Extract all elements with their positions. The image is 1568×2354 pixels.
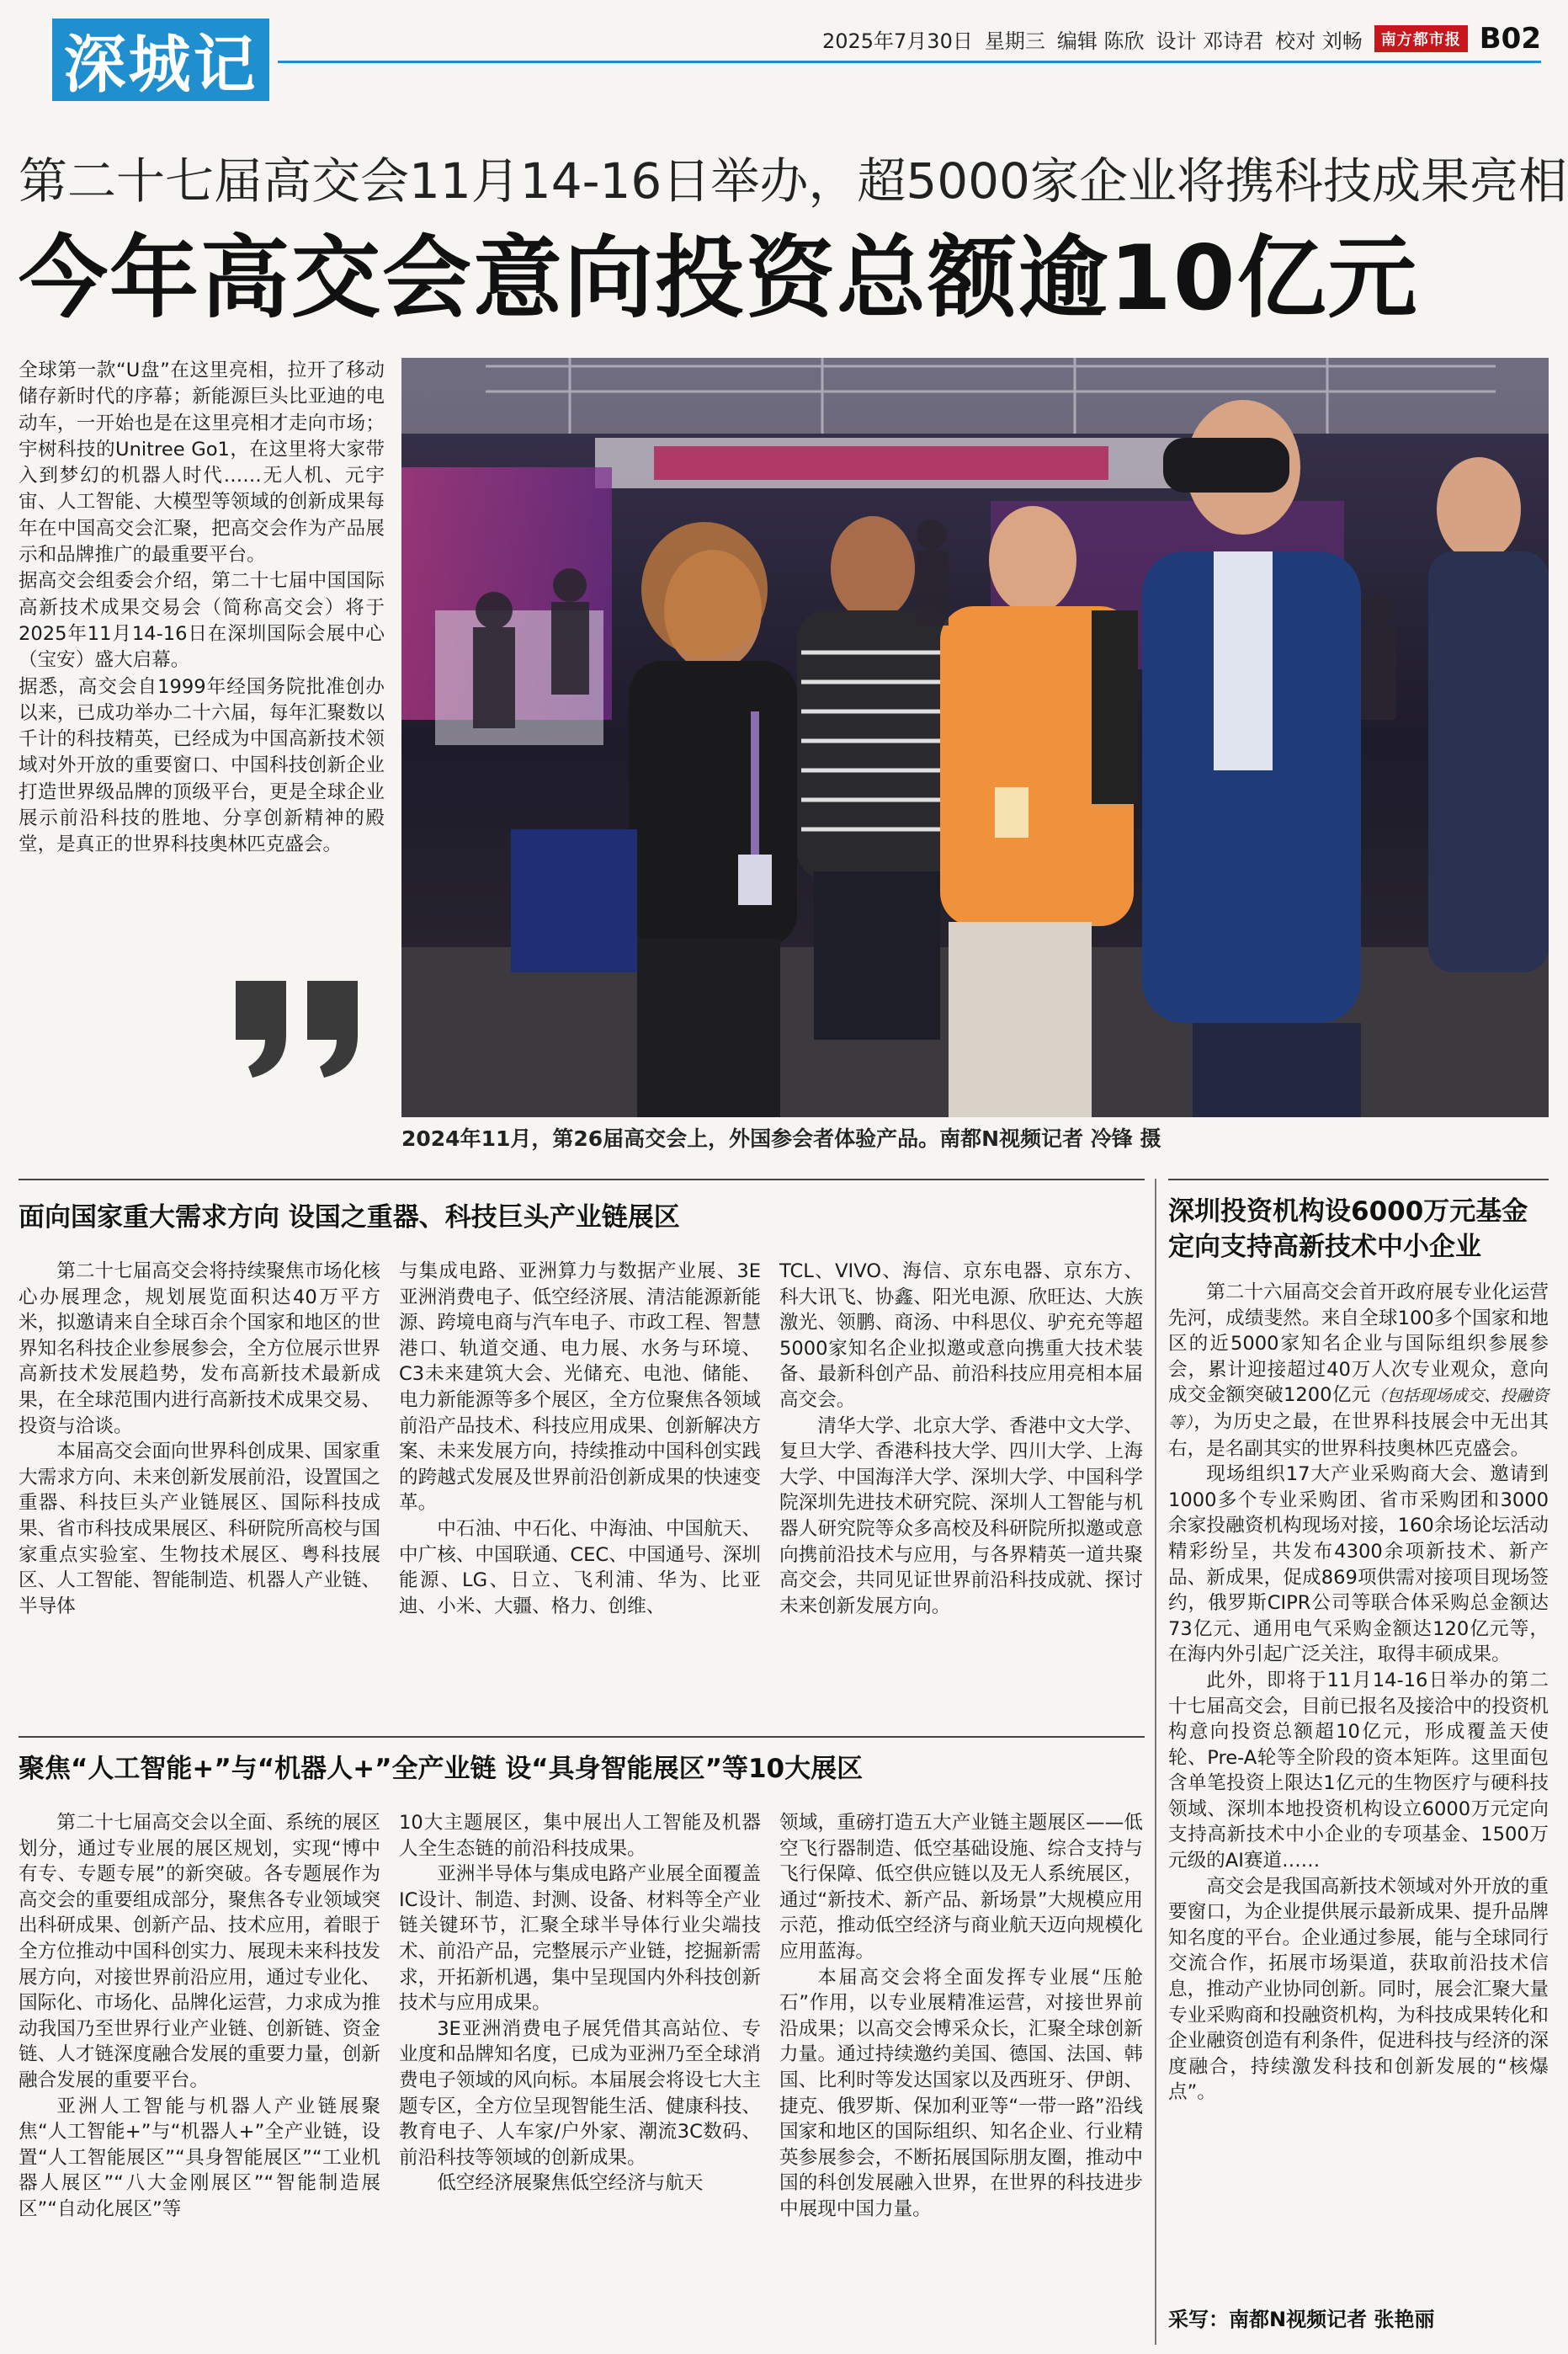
paragraph: 与集成电路、亚洲算力与数据产业展、3E亚洲消费电子、低空经济展、清洁能源新能源、跨境电商与汽车电子、市政工程、智慧港口、轨道交通、电力展、水务与环境、C3未来建筑大会、光储充、电池、储能、电力新能源等多个展区，全方位聚焦各领域前沿产品技术、科技应用成果、创新解决方案、未来发展方向，持续推动中国科创实践的跨越式发展及世界前沿创新成果的快速变革。: [399, 1260, 761, 1515]
section-divider: [19, 1179, 1145, 1180]
paragraph: TCL、VIVO、海信、京东电器、京东方、科大讯飞、协鑫、阳光电源、欣旺达、大族激光、领鹏、商汤、中科思仪、驴充充等超5000家知名企业拟邀或意向携重大技术装备、最新科创产品、前沿科技应用亮相本届高交会。: [779, 1260, 1143, 1411]
paragraph: 高交会是我国高新技术领域对外开放的重要窗口，为企业提供展示最新成果、提升品牌知名度的平台。企业通过参展，能与全球同行交流合作，拓展市场渠道，获取前沿技术信息，推动产业协同创新。同时，展会汇聚大量专业采购商和投融资机构，为科技成果转化和企业融资创造有利条件，促进科技与经济的深度融合，持续激发科技和创新发展的“核爆点”。: [1168, 1875, 1549, 2104]
paragraph: 本届高交会将全面发挥专业展“压舱石”作用，以专业展精准运营，对接世界前沿成果；以高交会博采众长，汇聚全球创新力量。通过持续邀约美国、德国、法国、韩国、比利时等发达国家以及西班牙、伊朗、捷克、俄罗斯、保加利亚等“一带一路”沿线国家和地区的国际组织、知名企业、行业精英参展参会，不断拓展国际朋友圈，推动中国的科创发展融入世界，在世界的科技进步中展现中国力量。: [779, 1966, 1143, 2220]
intro-paragraph: 全球第一款“U盘”在这里亮相，拉开了移动储存新时代的序幕；新能源巨头比亚迪的电动车，一开始也是在这里亮相才走向市场；宇树科技的Unitree Go1，在这里将大家带入到梦幻的机器人时代……无人机、元宇宙、人工智能、大模型等领域的创新成果每年在中国高交会汇聚，把高交会作为产品展示和品牌推广的最重要平台。: [19, 359, 385, 567]
editor-credit: 编辑 陈欣: [1056, 29, 1145, 53]
paragraph: 本届高交会面向世界科创成果、国家重大需求方向、未来创新发展前沿，设置国之重器、科技巨头产业链展区、国际科技成果、省市科技成果展区、科研院所高校与国家重点实验室、生物技术展区、粤科技展区、人工智能、智能制造、机器人产业链、半导体: [19, 1441, 380, 1617]
intro-paragraph: 据高交会组委会介绍，第二十七届中国国际高新技术成果交易会（简称高交会）将于2025年11月14-16日在深圳国际会展中心（宝安）盛大启幕。: [19, 570, 385, 672]
paragraph: 10大主题展区，集中展出人工智能及机器人全生态链的前沿科技成果。: [399, 1812, 761, 1860]
text-run: ，为历史之最，在世界科技展会中无出其右，是名副其实的世界科技奥林匹克盛会。: [1168, 1410, 1549, 1460]
text-run: 第二十六届高交会首开政府展专业化运营先河，成绩斐然。来自全球100多个国家和地区的近5000家知名企业与国际组织参展参会，累计迎接超过40万人次专业观众，意向成交金额突破1200亿元: [1168, 1281, 1549, 1407]
sidebar-top-rule: [1168, 1179, 1549, 1180]
sidebar-body: [1168, 1280, 1549, 2106]
paragraph: 清华大学、北京大学、香港中文大学、复旦大学、香港科技大学、四川大学、上海大学、中国海洋大学、深圳大学、中国科学院深圳先进技术研究院、深圳人工智能与机器人研究院等众多高校及科研院所拟邀或意向携前沿技术与应用，与各界精英一道共聚高交会，共同见证世界前沿科技成就、探讨未来创新发展方向。: [779, 1414, 1143, 1617]
section-tag: 深城记: [52, 19, 269, 101]
section2-col3: [779, 1810, 1143, 2223]
expo-photo-illustration: [401, 358, 1549, 1117]
paragraph: 现场组织17大产业采购商大会、邀请到1000多个专业采购团、省市采购团和3000余家投融资机构现场对接，160余场论坛活动精彩纷呈，共发布4300余项新技术、新产品、新成果，促成869项供需对接项目现场签约，俄罗斯CIPR公司等联合体采购总金额达73亿元、通用电气采购金额达120亿元等，在海内外引起广泛关注，取得丰硕成果。: [1168, 1463, 1549, 1666]
header-rule: [278, 61, 1541, 63]
paragraph: 低空经济展聚焦低空经济与航天: [437, 2172, 704, 2195]
paragraph: 3E亚洲消费电子展凭借其高站位、专业度和品牌知名度，已成为亚洲乃至全球消费电子领域的风向标。本届展会将设七大主题专区，全方位呈现智能生活、健康科技、教育电子、人车家/户外家、潮流3C数码、前沿科技等领域的创新成果。: [399, 2017, 761, 2169]
paragraph: 第二十七届高交会以全面、系统的展区划分，通过专业展的展区规划，实现“博中有专、专题专展”的新突破。各专题展作为高交会的重要组成部分，聚焦各专业领域突出科研成果、创新产品、技术应用，着眼于全方位推动中国科创实力、展现未来科技发展方向，对接世界前沿应用，通过专业化、国际化、市场化、品牌化运营，力求成为推动我国乃至世界行业产业链、创新链、资金链、人才链深度融合发展的重要力量，创新融合发展的重要平台。: [19, 1812, 380, 2091]
paragraph: 此外，即将于11月14-16日举办的第二十七届高交会，目前已报名及接洽中的投资机构意向投资总额超10亿元，形成覆盖天使轮、Pre-A轮等全阶段的资本矩阵。这里面包含单笔投资上限达1亿元的生物医疗与硬科技领域、深圳本地投资机构设立6000万元定向支持高新技术中小企业的专项基金、1500万元级的AI赛道……: [1168, 1669, 1549, 1872]
sidebar-title-line: 深圳投资机构设6000万元基金: [1168, 1196, 1528, 1227]
paragraph: 亚洲人工智能与机器人产业链展聚焦“人工智能+”与“机器人+”全产业链，设置“人工智能展区”“具身智能展区”“工业机器人展区”“八大金刚展区”“智能制造展区”“自动化展区”等: [19, 2095, 380, 2220]
section1-col3: [779, 1259, 1143, 1619]
section1-col1: [19, 1259, 380, 1619]
paragraph: 中石油、中石化、中海油、中国航天、中广核、中国联通、CEC、中国通号、深圳能源、LG、日立、飞利浦、华为、比亚迪、小米、大疆、格力、创维、: [399, 1517, 761, 1617]
section1-title: 面向国家重大需求方向 设国之重器、科技巨头产业链展区: [19, 1202, 680, 1233]
header-meta: [822, 22, 1541, 56]
section2-col1: [19, 1810, 380, 2223]
expo-photo: [401, 358, 1549, 1117]
section2-col2: [399, 1810, 761, 2197]
sidebar-title: [1168, 1194, 1551, 1265]
article-intro: [19, 358, 385, 859]
newspaper-logo: 南方都市报: [1374, 25, 1468, 52]
issue-date: 2025年7月30日: [821, 29, 973, 53]
paragraph: 领域，重磅打造五大产业链主题展区——低空飞行器制造、低空基础设施、综合支持与飞行保障、低空供应链以及无人系统展区，通过“新技术、新产品、新场景”大规模应用示范，推动低空经济与商业航天迈向规模化应用蓝海。: [779, 1812, 1143, 1963]
page-number: B02: [1479, 22, 1541, 56]
quote-mark-icon: [227, 972, 370, 1082]
section-divider: [19, 1736, 1145, 1738]
paragraph: 第二十七届高交会将持续聚焦市场化核心办展理念，规划展览面积达40万平方米，拟邀请来自全球百余个国家和地区的世界知名科技企业参展参会，全方位展示世界高新技术发展趋势，发布高新技术最新成果，在全球范围内进行高新技术成果交易、投资与洽谈。: [19, 1260, 380, 1437]
byline: 采写：南都N视频记者 张艳丽: [1168, 2308, 1435, 2331]
article-headline: 今年高交会意向投资总额逾10亿元: [19, 226, 1419, 330]
paragraph: [1168, 1280, 1549, 1462]
sidebar-divider: [1155, 1179, 1156, 2345]
photo-caption: 2024年11月，第26届高交会上，外国参会者体验产品。南都N视频记者 冷锋 摄: [401, 1126, 1161, 1151]
article-subhead: 第二十七届高交会11月14-16日举办，超5000家企业将携科技成果亮相: [19, 152, 1567, 210]
issue-weekday: 星期三: [984, 29, 1045, 53]
text-note: （包括现场成交、投融资等）: [1168, 1387, 1549, 1432]
intro-paragraph: 据悉，高交会自1999年经国务院批准创办以来，已成功举办二十六届，每年汇聚数以千计的科技精英，已经成为中国高新技术领域对外开放的重要窗口、中国科技创新企业打造世界级品牌的顶级平台，更是全球企业展示前沿科技的胜地、分享创新精神的殿堂，是真正的世界科技奥林匹克盛会。: [19, 675, 385, 856]
section1-col2: [399, 1259, 761, 1619]
proofreader-credit: 校对 刘畅: [1275, 29, 1363, 53]
paragraph: 亚洲半导体与集成电路产业展全面覆盖IC设计、制造、封测、设备、材料等全产业链关键环节，汇聚全球半导体行业尖端技术、前沿产品，完整展示产业链，挖掘新需求，开拓新机遇，集中呈现国内外科技创新技术与应用成果。: [399, 1863, 761, 2015]
section2-title: 聚焦“人工智能+”与“机器人+”全产业链 设“具身智能展区”等10大展区: [19, 1754, 864, 1784]
sidebar-title-line: 定向支持高新技术中小企业: [1168, 1232, 1481, 1262]
designer-credit: 设计 邓诗君: [1156, 29, 1264, 53]
